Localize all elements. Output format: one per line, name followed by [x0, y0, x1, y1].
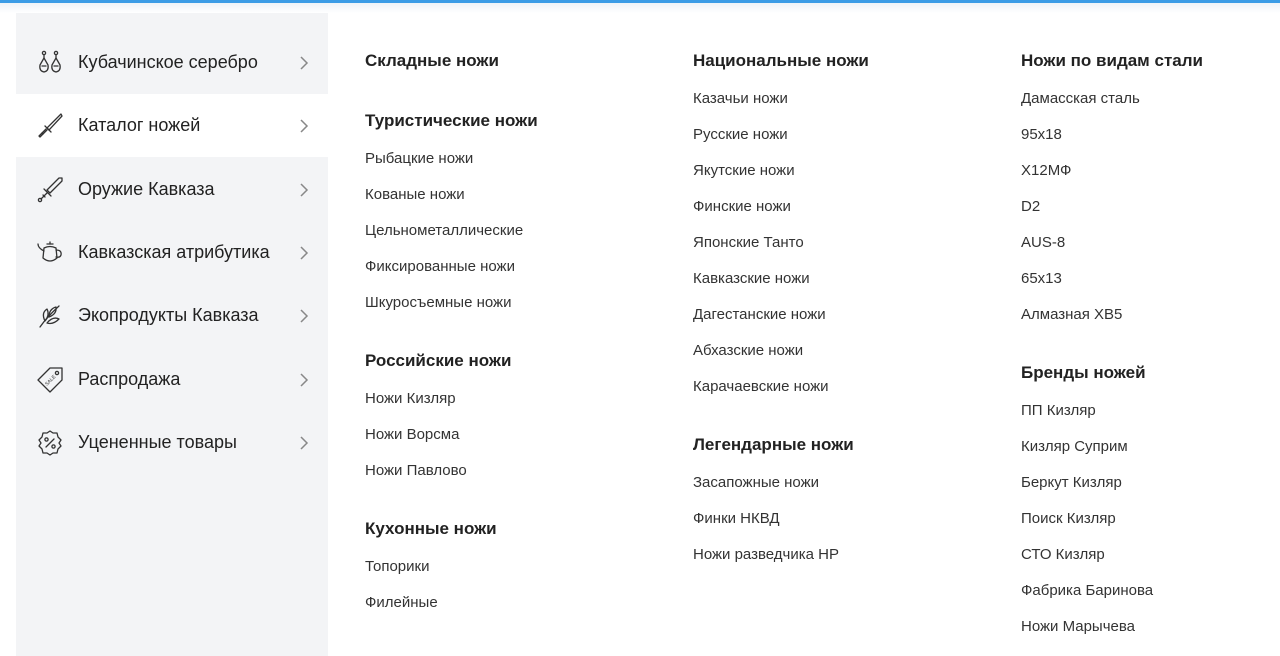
earrings-icon [35, 48, 65, 78]
chevron-right-icon [297, 373, 311, 387]
category-link[interactable]: Финские ножи [693, 198, 791, 215]
category-link[interactable]: Цельнометаллические [365, 222, 524, 239]
category-link[interactable]: Русские ножи [693, 126, 788, 143]
category-title[interactable]: Кухонные ножи [365, 519, 497, 538]
category-title[interactable]: Легендарные ножи [693, 435, 854, 454]
sidebar-item-eco-products[interactable] [16, 284, 328, 347]
category-link[interactable]: ПП Кизляр [1021, 402, 1096, 419]
category-link[interactable]: Шкуросъемные ножи [365, 294, 512, 311]
category-link[interactable]: Финки НКВД [693, 510, 780, 527]
sidebar-item-knife-catalog[interactable] [16, 94, 328, 157]
category-title[interactable]: Бренды ножей [1021, 363, 1146, 382]
sidebar-item-label: Уцененные товары [78, 432, 237, 452]
category-title[interactable]: Ножи по видам стали [1021, 51, 1203, 70]
category-title[interactable]: Туристические ножи [365, 111, 538, 130]
svg-text:SALE: SALE [44, 373, 58, 387]
category-link[interactable]: Абхазские ножи [693, 342, 804, 359]
category-link[interactable]: 65х13 [1021, 270, 1062, 287]
category-link[interactable]: Рыбацкие ножи [365, 150, 474, 167]
category-link[interactable]: Якутские ножи [693, 162, 795, 179]
category-link[interactable]: Фабрика Баринова [1021, 582, 1154, 599]
category-link[interactable]: AUS-8 [1021, 234, 1066, 251]
chevron-right-icon [297, 436, 311, 450]
category-link[interactable]: Топорики [365, 558, 430, 575]
sidebar-item-label: Кубачинское серебро [78, 52, 258, 72]
category-title[interactable]: Национальные ножи [693, 51, 869, 70]
sidebar-item-label: Каталог ножей [78, 115, 201, 135]
category-link[interactable]: Дагестанские ножи [693, 306, 826, 323]
category-link[interactable]: Засапожные ножи [693, 474, 820, 491]
category-link[interactable]: СТО Кизляр [1021, 546, 1105, 563]
category-link[interactable]: Поиск Кизляр [1021, 510, 1116, 527]
chevron-right-icon [297, 56, 311, 70]
category-link[interactable]: Кованые ножи [365, 186, 465, 203]
category-title[interactable]: Российские ножи [365, 351, 512, 370]
chevron-right-icon [297, 183, 311, 197]
category-link[interactable]: Кавказские ножи [693, 270, 810, 287]
category-link[interactable]: Карачаевские ножи [693, 378, 829, 395]
chevron-right-icon [297, 246, 311, 260]
category-link[interactable]: Фиксированные ножи [365, 258, 515, 275]
category-link[interactable]: Кизляр Суприм [1021, 438, 1128, 455]
sidebar-item-label: Распродажа [78, 369, 181, 389]
category-link[interactable]: Ножи Марычева [1021, 618, 1136, 635]
category-sidebar [16, 13, 328, 656]
sword-icon [35, 175, 65, 205]
discount-badge-icon [35, 428, 65, 458]
chevron-right-icon [297, 309, 311, 323]
sidebar-item-label: Кавказская атрибутика [78, 242, 270, 262]
category-link[interactable]: D2 [1021, 198, 1041, 215]
category-link[interactable]: 95х18 [1021, 126, 1062, 143]
sidebar-item-caucasus-attributes[interactable] [16, 221, 328, 284]
category-link[interactable]: Ножи Павлово [365, 462, 467, 479]
sidebar-item-kubachi-silver[interactable] [16, 31, 328, 94]
category-link[interactable]: Х12МФ [1021, 162, 1072, 179]
category-link[interactable]: Японские Танто [693, 234, 804, 251]
category-link[interactable]: Беркут Кизляр [1021, 474, 1122, 491]
category-link[interactable]: Алмазная ХВ5 [1021, 306, 1123, 323]
category-link[interactable]: Ножи Ворсма [365, 426, 460, 443]
category-link[interactable]: Ножи разведчика НР [693, 546, 839, 563]
sidebar-item-caucasus-weapons[interactable] [16, 158, 328, 221]
top-shadow [0, 3, 1280, 13]
category-link[interactable]: Дамасская сталь [1021, 90, 1140, 107]
sidebar-item-discounted-goods[interactable] [16, 411, 328, 474]
chevron-right-icon [297, 119, 311, 133]
sale-tag-icon [35, 365, 65, 395]
category-link[interactable]: Казачьи ножи [693, 90, 788, 107]
teapot-icon [35, 238, 65, 268]
sidebar-item-label: Экопродукты Кавказа [78, 305, 259, 325]
knife-icon [35, 111, 65, 141]
sidebar-item-label: Оружие Кавказа [78, 179, 215, 199]
category-link[interactable]: Ножи Кизляр [365, 390, 456, 407]
category-link[interactable]: Филейные [365, 594, 438, 611]
sidebar-item-sale[interactable] [16, 348, 328, 411]
category-title[interactable]: Складные ножи [365, 51, 499, 70]
leaf-icon [35, 301, 65, 331]
